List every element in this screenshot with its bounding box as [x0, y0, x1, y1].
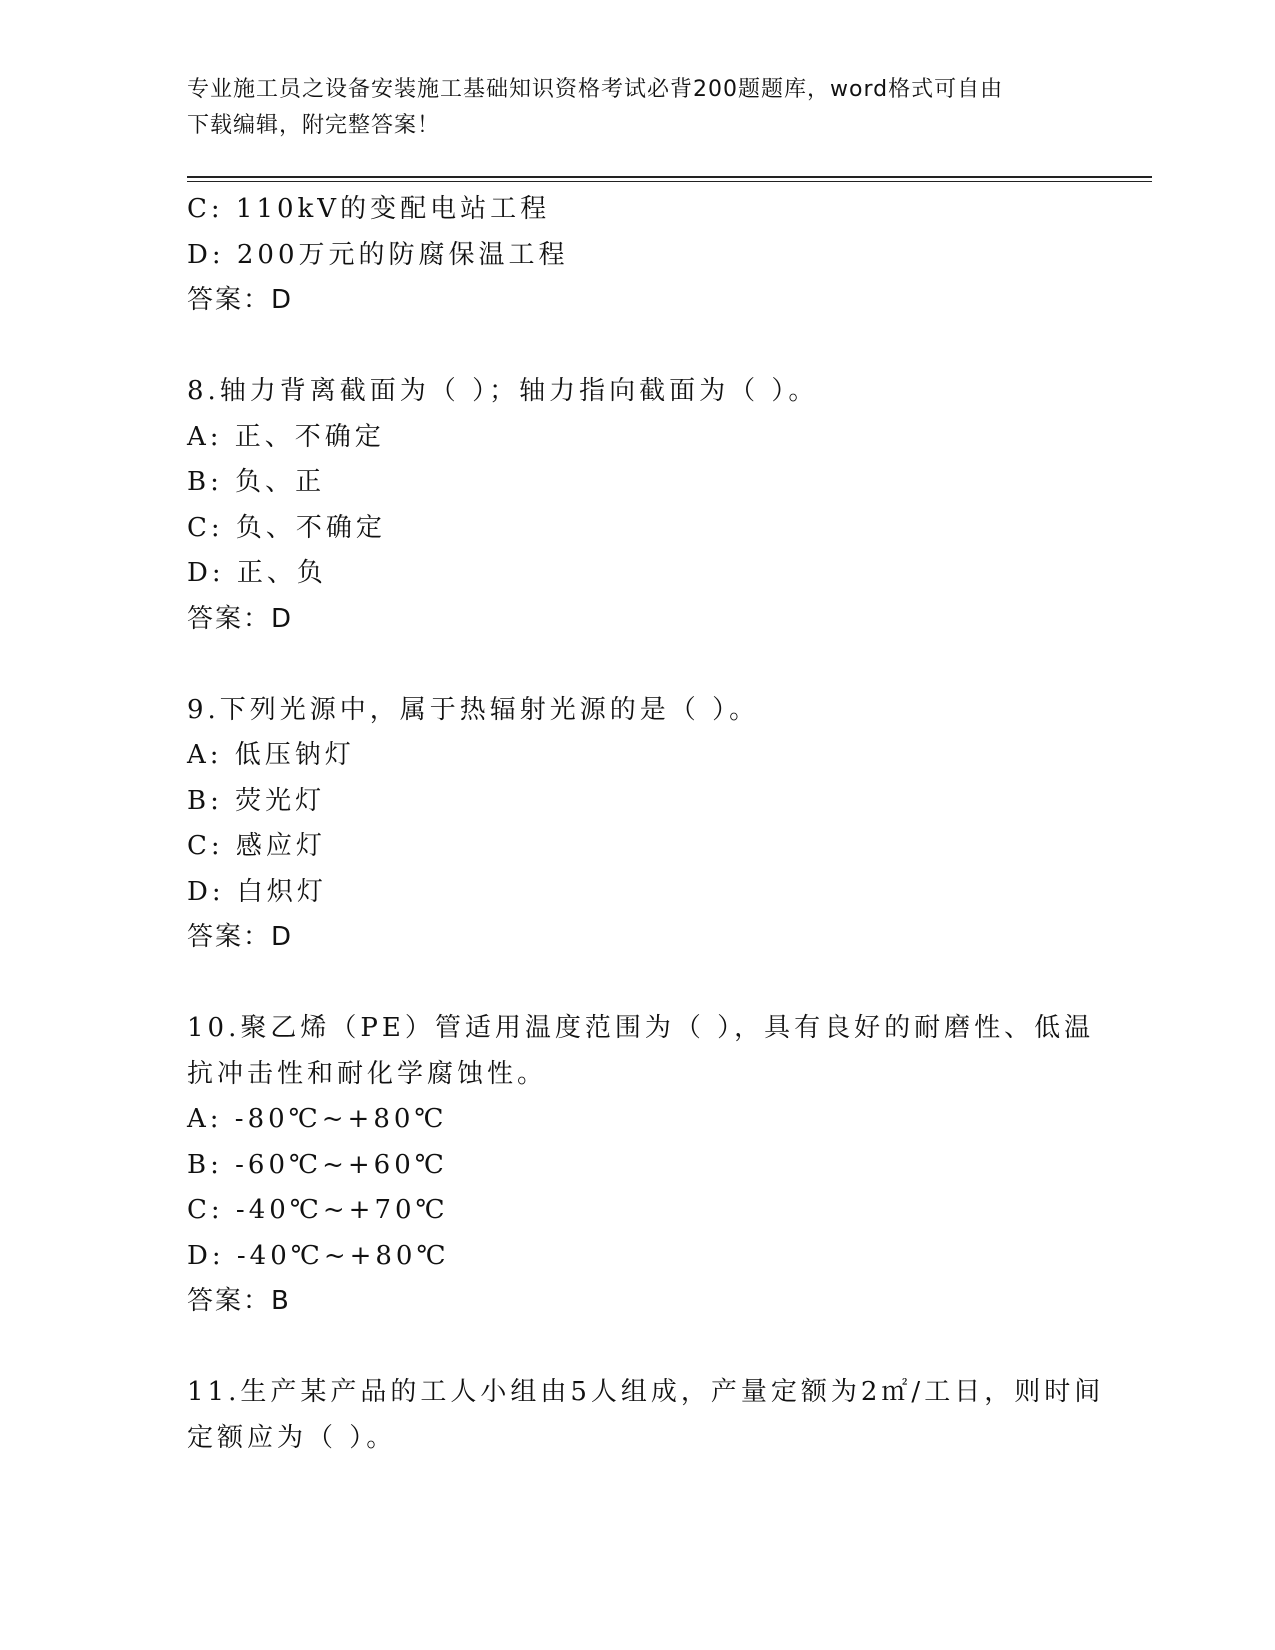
- option-d: D: 正、负: [187, 558, 327, 588]
- question-stem-line-1: 10.聚乙烯（PE）管适用温度范围为（ ），具有良好的耐磨性、低温: [187, 1013, 1095, 1043]
- question-stem-line-2: 定额应为（ ）。: [187, 1422, 397, 1453]
- option-a: A: 低压钠灯: [187, 740, 355, 770]
- question-stem: 8.轴力背离截面为（ ）；轴力指向截面为（ ）。: [187, 376, 819, 406]
- option-d: D: 白炽灯: [187, 876, 327, 907]
- option-b: B: 荧光灯: [187, 785, 326, 816]
- question-8: [187, 369, 1087, 642]
- option-a: A: 正、不确定: [187, 421, 385, 452]
- question-stem: 9.下列光源中，属于热辐射光源的是（ ）。: [187, 694, 760, 725]
- option-a: A: -80℃~+80℃: [187, 1104, 448, 1134]
- option-b: B: 负、正: [187, 467, 326, 497]
- option-c: C: -40℃~+70℃: [187, 1195, 449, 1225]
- document-body: [187, 187, 1105, 1461]
- answer: 答案：D: [187, 922, 294, 952]
- option-c: C: 负、不确定: [187, 512, 386, 543]
- option-d: D: 200万元的防腐保温工程: [187, 239, 569, 270]
- option-c: C: 110kV的变配电站工程: [187, 194, 551, 224]
- option-b: B: -60℃~+60℃: [187, 1149, 448, 1180]
- header-line-1: 专业施工员之设备安装施工基础知识资格考试必背200题题库，word格式可自由: [187, 77, 1004, 102]
- option-c: C: 感应灯: [187, 831, 326, 861]
- document-header: [187, 72, 1067, 144]
- answer: 答案：D: [187, 603, 294, 634]
- answer: 答案：D: [187, 285, 294, 315]
- header-divider-thin: [187, 181, 1152, 182]
- question-10: [187, 1006, 1095, 1325]
- question-9: [187, 688, 1087, 961]
- prev-question: [187, 187, 1087, 324]
- question-stem-line-1: 11.生产某产品的工人小组由5人组成，产量定额为2㎡/工日，则时间: [187, 1377, 1105, 1407]
- question-stem-line-2: 抗冲击性和耐化学腐蚀性。: [187, 1058, 548, 1089]
- header-divider-thick: [187, 176, 1152, 178]
- answer: 答案：B: [187, 1286, 291, 1316]
- header-line-2: 下载编辑，附完整答案！: [187, 113, 441, 138]
- option-d: D: -40℃~+80℃: [187, 1240, 450, 1271]
- question-11: [187, 1370, 1105, 1461]
